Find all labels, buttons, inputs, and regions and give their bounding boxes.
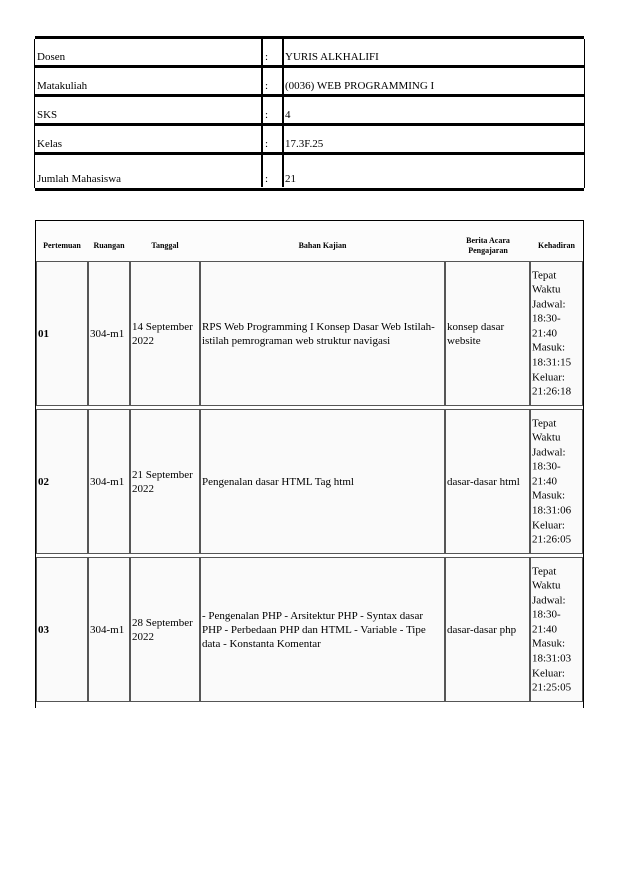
cell-pertemuan [36, 409, 88, 554]
column-divider [261, 126, 263, 152]
info-label: Kelas [37, 138, 63, 150]
room: 304-m1 [90, 475, 125, 488]
date: 14 September 2022 [132, 320, 193, 347]
header-kehadiran: Kehadiran [538, 241, 575, 250]
table-row [36, 409, 583, 557]
info-row-kelas [35, 126, 584, 155]
cell-kehadiran [530, 261, 583, 406]
meeting-number: 02 [38, 475, 49, 488]
info-value: 17.3F.25 [285, 138, 324, 150]
cell-ruangan [88, 409, 130, 554]
meeting-number: 01 [38, 327, 49, 340]
cell-tanggal [130, 557, 200, 702]
info-separator: : [265, 109, 269, 121]
cell-pertemuan [36, 261, 88, 406]
column-divider [282, 68, 284, 94]
column-divider [261, 97, 263, 123]
info-value: 21 [285, 173, 296, 185]
column-divider [282, 39, 284, 65]
attendance: Tepat Waktu Jadwal: 18:30-21:40 Masuk: 18:31:15 Keluar: 21:26:18 [532, 268, 572, 398]
info-value: YURIS ALKHALIFI [285, 51, 379, 63]
info-row-sks [35, 97, 584, 126]
room: 304-m1 [90, 327, 125, 340]
info-value: 4 [285, 109, 291, 121]
meeting-schedule-table [35, 220, 584, 708]
column-divider [261, 68, 263, 94]
column-divider [282, 155, 284, 187]
header-berita-acara: Berita Acara Pengajaran [466, 236, 510, 255]
column-divider [282, 97, 284, 123]
info-separator: : [265, 173, 269, 185]
column-divider [282, 126, 284, 152]
info-label: SKS [37, 109, 58, 121]
cell-tanggal [130, 261, 200, 406]
cell-pertemuan [36, 557, 88, 702]
cell-bahan-kajian [200, 261, 445, 406]
cell-bahan-kajian [200, 409, 445, 554]
teaching-report: dasar-dasar html [447, 475, 520, 488]
cell-ruangan [88, 557, 130, 702]
column-divider [261, 39, 263, 65]
cell-kehadiran [530, 409, 583, 554]
info-label: Dosen [37, 51, 66, 63]
table-row [36, 557, 583, 705]
cell-berita-acara [445, 261, 530, 406]
cell-bahan-kajian [200, 557, 445, 702]
teaching-report: konsep dasar website [447, 320, 505, 347]
cell-kehadiran [530, 557, 583, 702]
teaching-report: dasar-dasar php [447, 623, 517, 636]
info-separator: : [265, 51, 269, 63]
header-tanggal: Tanggal [151, 241, 179, 250]
attendance: Tepat Waktu Jadwal: 18:30-21:40 Masuk: 18:31:06 Keluar: 21:26:05 [532, 416, 572, 546]
cell-ruangan [88, 261, 130, 406]
info-row-dosen [35, 39, 584, 68]
date: 21 September 2022 [132, 468, 193, 495]
info-label: Jumlah Mahasiswa [37, 173, 122, 185]
info-separator: : [265, 80, 269, 92]
topic: - Pengenalan PHP - Arsitektur PHP - Syntax dasar PHP - Perbedaan PHP dan HTML - Variable - Tipe data - Konstanta Komentar [202, 609, 426, 650]
info-value: (0036) WEB PROGRAMMING I [285, 80, 435, 92]
column-divider [261, 155, 263, 187]
meeting-number: 03 [38, 623, 49, 636]
topic: Pengenalan dasar HTML Tag html [202, 475, 354, 488]
cell-tanggal [130, 409, 200, 554]
info-row-jumlah-mahasiswa [35, 155, 584, 187]
date: 28 September 2022 [132, 616, 193, 643]
topic: RPS Web Programming I Konsep Dasar Web Istilah-istilah pemrograman web struktur navigasi [202, 320, 435, 347]
info-label: Matakuliah [37, 80, 88, 92]
room: 304-m1 [90, 623, 125, 636]
lecturer-info-table [35, 36, 584, 191]
info-separator: : [265, 138, 269, 150]
table-border [584, 39, 585, 188]
table-row [36, 261, 583, 409]
header-bahan-kajian: Bahan Kajian [298, 241, 347, 250]
table-header [36, 221, 583, 261]
cell-berita-acara [445, 409, 530, 554]
header-pertemuan: Pertemuan [43, 241, 81, 250]
info-row-matakuliah [35, 68, 584, 97]
header-ruangan: Ruangan [93, 241, 125, 250]
cell-berita-acara [445, 557, 530, 702]
attendance: Tepat Waktu Jadwal: 18:30-21:40 Masuk: 18:31:03 Keluar: 21:25:05 [532, 564, 572, 694]
